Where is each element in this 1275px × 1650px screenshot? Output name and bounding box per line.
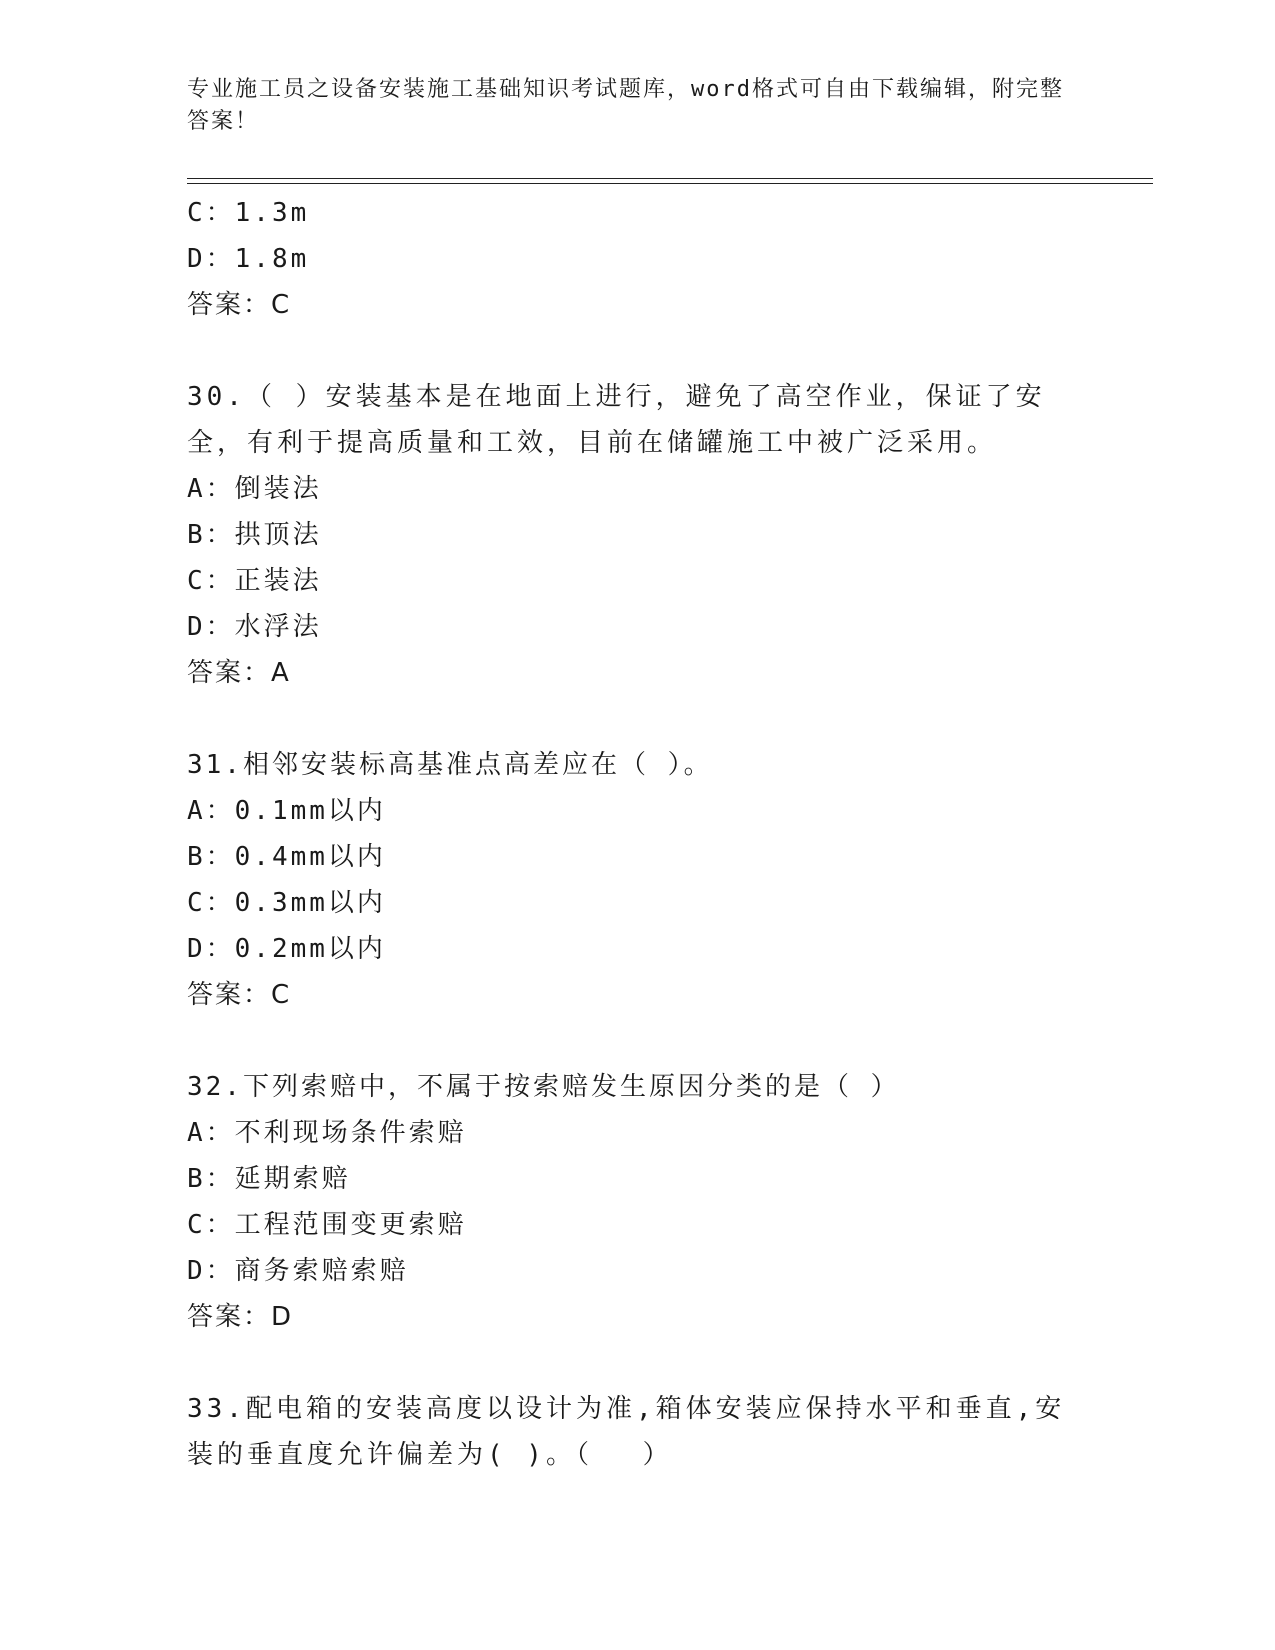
header-rule-top xyxy=(187,178,1153,179)
question-stem: 33.配电箱的安装高度以设计为准,箱体安装应保持水平和垂直,安装的垂直度允许偏差为( )。（ ） xyxy=(187,1394,1066,1470)
header-rule-bottom xyxy=(187,183,1153,184)
option-c: C：1.3m xyxy=(187,198,310,228)
option-d: D：1.8m xyxy=(187,244,310,274)
question-stem: 31.相邻安装标高基准点高差应在（ ）。 xyxy=(187,750,713,780)
option-c: C：工程范围变更索赔 xyxy=(187,1210,467,1240)
question-29-tail xyxy=(187,190,1107,328)
document-header: 专业施工员之设备安装施工基础知识考试题库，word格式可自由下载编辑，附完整答案！ xyxy=(187,77,1064,134)
option-b: B：拱顶法 xyxy=(187,520,322,550)
question-stem: 30.（ ）安装基本是在地面上进行，避免了高空作业，保证了安全，有利于提高质量和工效，目前在储罐施工中被广泛采用。 xyxy=(187,382,1046,458)
question-31 xyxy=(187,742,1107,1018)
question-stem: 32.下列索赔中，不属于按索赔发生原因分类的是（ ） xyxy=(187,1072,900,1102)
spacer xyxy=(187,1018,1107,1064)
option-d: D：0.2mm以内 xyxy=(187,934,386,964)
answer: 答案：D xyxy=(187,1302,294,1332)
option-d: D：水浮法 xyxy=(187,612,322,642)
option-b: B：延期索赔 xyxy=(187,1164,351,1194)
option-c: C：正装法 xyxy=(187,566,322,596)
spacer xyxy=(187,1340,1107,1386)
spacer xyxy=(187,328,1107,374)
question-32 xyxy=(187,1064,1107,1340)
option-c: C：0.3mm以内 xyxy=(187,888,386,918)
option-a: A：不利现场条件索赔 xyxy=(187,1118,467,1148)
option-a: A：0.1mm以内 xyxy=(187,796,386,826)
question-30 xyxy=(187,374,1107,696)
answer: 答案：C xyxy=(187,980,292,1010)
question-list xyxy=(187,190,1107,1478)
spacer xyxy=(187,696,1107,742)
option-d: D：商务索赔索赔 xyxy=(187,1256,409,1286)
question-33 xyxy=(187,1386,1107,1478)
option-a: A：倒装法 xyxy=(187,474,322,504)
answer: 答案：C xyxy=(187,290,292,320)
answer: 答案：A xyxy=(187,658,291,688)
option-b: B：0.4mm以内 xyxy=(187,842,386,872)
